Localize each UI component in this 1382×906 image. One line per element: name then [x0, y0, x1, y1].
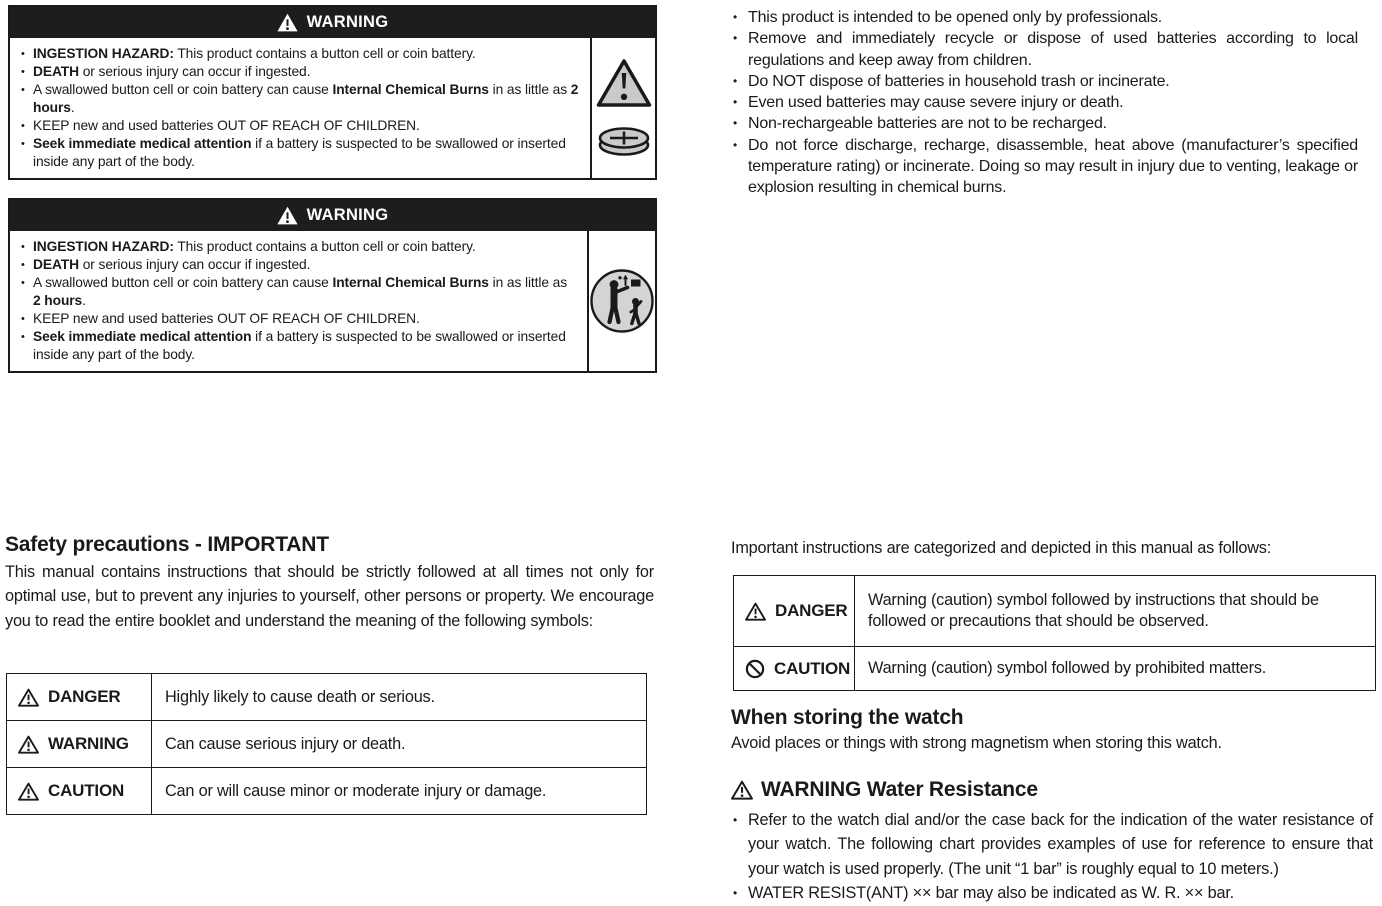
bullet-text: if a battery is suspected to be swallowed or inserted inside any part of the body.: [33, 329, 566, 362]
battery-precaution-list: [731, 7, 1358, 199]
list-item: • Non-rechargeable batteries are not to be recharged.: [731, 113, 1358, 134]
bullet-text: This product contains a button cell or coin battery.: [173, 46, 476, 61]
symbol-desc: Highly likely to cause death or serious.: [152, 674, 647, 721]
categories-intro: Important instructions are categorized and depicted in this manual as follows:: [731, 539, 1272, 557]
symbol-label: CAUTION: [774, 658, 851, 678]
section-body: Avoid places or things with strong magnetism when storing this watch.: [731, 734, 1222, 752]
list-item: [19, 238, 577, 256]
bullet-text: if a battery is suspected to be swallowed or inserted inside any part of the body.: [33, 136, 566, 169]
instruction-categories-table: [733, 575, 1376, 691]
section-heading: When storing the watch: [731, 706, 964, 729]
bullet-text: KEEP new and used batteries OUT OF REACH OF CHILDREN.: [33, 118, 420, 133]
symbol-label: CAUTION: [48, 781, 125, 800]
warning-box-header: [10, 7, 655, 38]
symbol-label: DANGER: [775, 601, 848, 620]
bullet-text: This product contains a button cell or coin battery.: [173, 239, 476, 254]
list-item: [19, 117, 580, 135]
list-item: • WATER RESIST(ANT) ×× bar may also be indicated as W. R. ×× bar.: [731, 881, 1373, 905]
warning-bullet-list: [10, 231, 589, 371]
list-item: • This product is intended to be opened only by professionals.: [731, 7, 1358, 28]
button-battery-icon: [597, 125, 651, 158]
warning-triangle-icon: [18, 735, 39, 754]
bullet-text: A swallowed button cell or coin battery can cause: [33, 82, 333, 97]
warning-box-header: [10, 200, 655, 231]
list-item: • Even used batteries may cause severe injury or death.: [731, 92, 1358, 113]
warning-box-body: [10, 38, 655, 178]
warning-icon-column: [589, 231, 655, 371]
table-row: [7, 768, 647, 815]
bullet-text-bold: DEATH: [33, 257, 79, 272]
symbol-desc: Warning (caution) symbol followed by instructions that should be followed or precautions that should be observed.: [855, 576, 1376, 647]
bullet-text: .: [82, 293, 86, 308]
water-resistance-heading: [731, 778, 1379, 802]
list-item: [19, 81, 580, 117]
list-item: • Do not force discharge, recharge, disassemble, heat above (manufacturer’s specified temperature rating) or incinerate. Doing so may result in injury due to venting, leakage or explosion resulting in chemical burns.: [731, 135, 1358, 199]
bullet-text-bold: INGESTION HAZARD:: [33, 239, 174, 254]
table-row: [734, 647, 1376, 691]
water-resistance-list: [731, 808, 1373, 906]
warning-triangle-icon: [18, 782, 39, 801]
section-body: This manual contains instructions that should be strictly followed at all times not only for optimal use, but to prevent any injuries to yourself, other persons or property. We encourage you to read the entire booklet and understand the meaning of the following symbols:: [5, 563, 654, 630]
warning-box-children: [8, 198, 657, 373]
warning-triangle-icon: [596, 58, 652, 108]
list-item: [19, 45, 580, 63]
bullet-text: A swallowed button cell or coin battery can cause: [33, 275, 333, 290]
list-item: • Remove and immediately recycle or dispose of used batteries according to local regulations and keep away from children.: [731, 28, 1358, 71]
bullet-text-bold: DEATH: [33, 64, 79, 79]
section-heading: WARNING Water Resistance: [761, 778, 1038, 801]
symbol-desc: Can cause serious injury or death.: [152, 721, 647, 768]
warning-triangle-icon: [745, 602, 766, 621]
bullet-text-bold: Seek immediate medical attention: [33, 136, 252, 151]
list-item: [19, 310, 577, 328]
warning-box-body: [10, 231, 655, 371]
bullet-text-bold: 2 hours: [33, 293, 83, 308]
table-row: [7, 721, 647, 768]
warning-icon-column: [592, 38, 655, 178]
bullet-text: KEEP new and used batteries OUT OF REACH OF CHILDREN.: [33, 311, 420, 326]
bullet-text-bold: Seek immediate medical attention: [33, 329, 252, 344]
symbol-desc: Can or will cause minor or moderate injury or damage.: [152, 768, 647, 815]
safety-precautions-section: [5, 533, 654, 633]
bullet-text-bold: Internal Chemical Burns: [332, 82, 489, 97]
bullet-text: .: [70, 100, 75, 115]
list-item: [19, 256, 577, 274]
symbol-label: DANGER: [48, 687, 121, 706]
list-item: [19, 63, 580, 81]
prohibition-icon: [745, 659, 765, 679]
table-row: [734, 576, 1376, 647]
symbol-label: WARNING: [48, 734, 129, 753]
warning-box-battery: [8, 5, 657, 180]
warning-triangle-icon: [277, 13, 298, 32]
bullet-text-bold: 2 hours: [33, 82, 579, 115]
keep-away-from-children-icon: [589, 268, 655, 334]
water-resistance-section: [731, 778, 1379, 906]
warning-box-title: WARNING: [306, 206, 389, 224]
warning-triangle-icon: [277, 206, 298, 225]
list-item: [19, 274, 577, 310]
list-item: • Refer to the watch dial and/or the case back for the indication of the water resistance of your watch. The following chart provides examples of use for reference to ensure that your watch is used properly. (The unit “1 bar” is roughly equal to 10 meters.): [731, 808, 1373, 881]
bullet-text: or serious injury can occur if ingested.: [79, 257, 311, 272]
warning-bullet-list: [10, 38, 592, 178]
section-heading: Safety precautions - IMPORTANT: [5, 533, 329, 556]
bullet-text: in as little as: [488, 82, 571, 97]
warning-box-title: WARNING: [306, 13, 389, 31]
symbol-desc: Warning (caution) symbol followed by prohibited matters.: [855, 647, 1376, 691]
safety-symbols-table: [6, 673, 647, 815]
list-item: [19, 135, 580, 171]
list-item: • Do NOT dispose of batteries in household trash or incinerate.: [731, 71, 1358, 92]
bullet-text: or serious injury can occur if ingested.: [79, 64, 311, 79]
bullet-text-bold: Internal Chemical Burns: [332, 275, 489, 290]
warning-triangle-icon: [731, 780, 753, 800]
warning-triangle-icon: [18, 688, 39, 707]
storing-section: [731, 706, 1379, 753]
table-row: [7, 674, 647, 721]
bullet-text-bold: INGESTION HAZARD:: [33, 46, 174, 61]
list-item: [19, 328, 577, 364]
bullet-text: in as little as: [488, 275, 568, 290]
